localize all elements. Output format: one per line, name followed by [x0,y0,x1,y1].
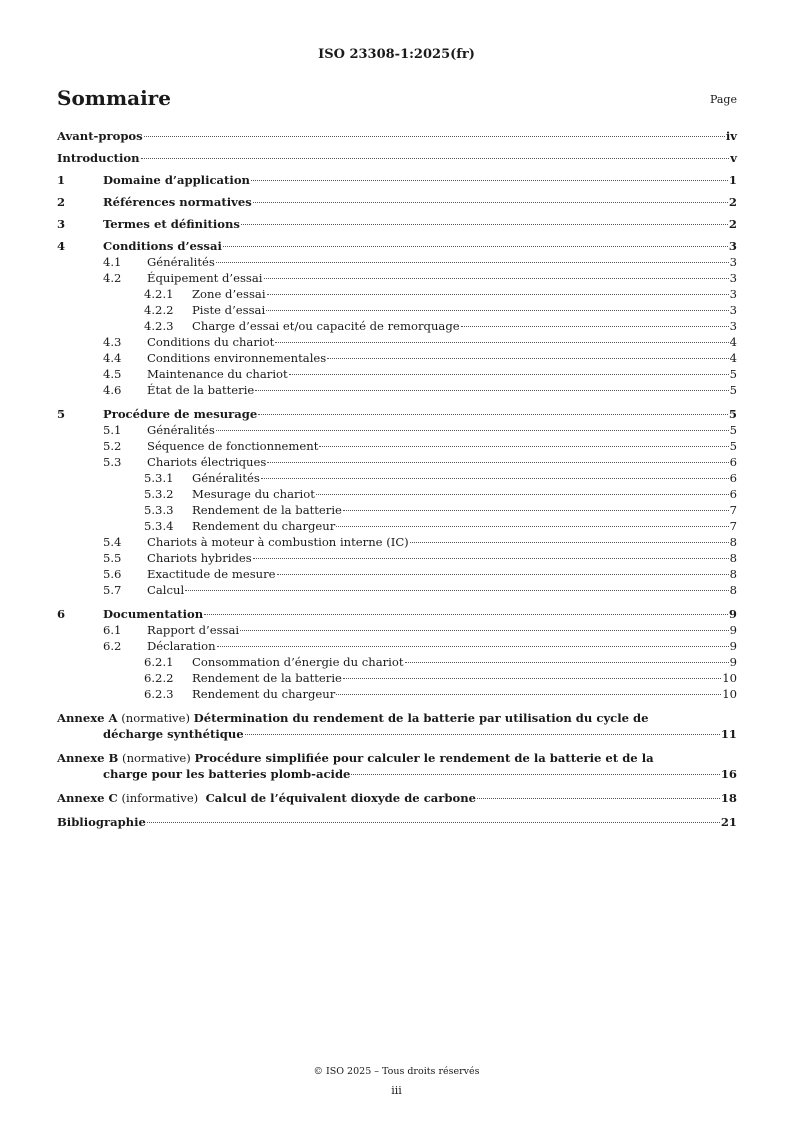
dot-leader [147,822,720,823]
toc-entry-number: 4.2.3 [144,319,174,333]
toc-entry-label: Références normatives [103,195,252,209]
toc-entry-label: Déclaration [147,639,216,653]
toc-entry[interactable] [57,550,737,566]
toc-entry[interactable] [57,670,737,686]
annex-line-1 [57,790,737,806]
toc-entry-page: 5 [729,383,737,397]
dot-leader [319,446,728,447]
toc-entry-number: 5.1 [103,423,122,437]
toc-entry-page: 8 [729,535,737,549]
toc-entry-page: 2 [728,195,737,209]
toc-entry-page: 8 [729,567,737,581]
dot-leader [266,310,728,311]
toc-entry-page: 2 [728,217,737,231]
toc-entry-number: 5.4 [103,535,122,549]
toc-entry[interactable] [57,366,737,382]
toc-entry-label: Calcul [147,583,185,597]
toc-entry-label: Conditions environnementales [147,351,327,365]
toc-entry[interactable] [57,382,737,398]
annex-line-1 [57,710,737,726]
annex-name: Annexe B [57,751,119,765]
toc-entry-label: Avant-propos [57,129,143,143]
dot-leader [267,462,728,463]
toc-entry-number: 5.6 [103,567,122,581]
toc-entry[interactable] [57,454,737,470]
toc-entry-number: 6 [57,607,66,621]
toc-entry-page: 5 [729,439,737,453]
toc-entry-page: 5 [729,423,737,437]
dot-leader [241,224,728,225]
dot-leader [261,478,729,479]
dot-leader [253,558,729,559]
toc-entry[interactable] [57,534,737,550]
toc-entry-label: Généralités [192,471,260,485]
toc-entry-page: 4 [729,351,737,365]
toc-entry-number: 6.2 [103,639,122,653]
annex-type: (normative) [122,751,191,765]
table-of-contents [57,128,737,830]
toc-entry-page: 1 [728,173,737,187]
toc-entry-label: Chariots électriques [147,455,267,469]
toc-entry-number: 4.1 [103,255,122,269]
dot-leader [351,774,719,775]
toc-entry-label: Chariots hybrides [147,551,252,565]
toc-entry-label: Généralités [147,255,215,269]
toc-entry-label: Maintenance du chariot [147,367,288,381]
copyright-footer: © ISO 2025 – Tous droits réservés [313,1066,480,1077]
dot-leader [245,734,720,735]
toc-entry-page: iv [725,129,737,143]
toc-entry-label: Séquence de fonctionnement [147,439,319,453]
toc-entry-label: Introduction [57,151,140,165]
dot-leader [336,526,728,527]
dot-leader [289,374,729,375]
toc-entry[interactable] [57,422,737,438]
toc-entry[interactable] [57,486,737,502]
annex-line-2 [57,726,737,742]
annex-type: (normative) [121,711,190,725]
toc-entry-label: Équipement d’essai [147,271,263,285]
toc-entry-number: 5.3.2 [144,487,174,501]
toc-entry-number: 4.2.1 [144,287,174,301]
toc-entry[interactable] [57,302,737,318]
dot-leader [258,414,728,415]
dot-leader [343,510,729,511]
dot-leader [461,326,729,327]
toc-entry-label: Mesurage du chariot [192,487,315,501]
toc-entry[interactable] [57,622,737,638]
dot-leader [144,136,725,137]
dot-leader [405,662,729,663]
dot-leader [253,202,728,203]
annex-title-line-2: charge pour les batteries plomb-acide [103,767,351,781]
annex-title-line-1: Détermination du rendement de la batterie par utilisation du cycle de [193,711,649,725]
toc-entry-number: 1 [57,173,66,187]
toc-entry-number: 5.2 [103,439,122,453]
dot-leader [204,614,728,615]
toc-entry-number: 5.5 [103,551,122,565]
toc-entry[interactable] [57,654,737,670]
toc-entry-page: 5 [729,367,737,381]
dot-leader [255,390,728,391]
dot-leader [217,646,729,647]
dot-leader [264,278,729,279]
toc-entry-page: 8 [729,583,737,597]
title-row [57,86,737,114]
toc-entry[interactable] [57,216,737,232]
toc-entry-label: Rendement du chargeur [192,687,336,701]
page-number: iii [391,1084,402,1097]
toc-entry-number: 6.2.2 [144,671,174,685]
annex-type: (informative) [121,791,199,805]
toc-entry-page: 9 [728,607,737,621]
dot-leader [141,158,730,159]
annex-name: Annexe C [57,791,118,805]
toc-entry-page: 6 [729,487,737,501]
toc-entry-label: Conditions du chariot [147,335,275,349]
toc-entry[interactable] [57,438,737,454]
toc-entry-number: 5.3.3 [144,503,174,517]
toc-entry[interactable] [57,606,737,622]
toc-entry[interactable] [57,406,737,422]
toc-entry-number: 4.5 [103,367,122,381]
toc-entry[interactable] [57,334,737,350]
toc-entry[interactable] [57,502,737,518]
toc-entry-number: 2 [57,195,66,209]
dot-leader [223,246,728,247]
toc-entry-number: 4.6 [103,383,122,397]
dot-leader [343,678,721,679]
dot-leader [277,574,729,575]
toc-annex-entry[interactable] [57,750,737,782]
toc-entry[interactable] [57,128,737,144]
toc-entry-label: Rendement de la batterie [192,503,342,517]
toc-entry[interactable] [57,318,737,334]
toc-entry-label: Termes et définitions [103,217,240,231]
annex-page: 18 [720,791,737,805]
toc-entry[interactable] [57,286,737,302]
toc-entry-page: 3 [729,255,737,269]
toc-entry-page: 3 [729,271,737,285]
toc-annex-entry[interactable] [57,710,737,742]
page-title: Sommaire [57,86,171,110]
dot-leader [336,694,721,695]
toc-entry-page: 9 [729,623,737,637]
toc-entry-page: 8 [729,551,737,565]
toc-entry-page: 9 [729,639,737,653]
toc-entry-label: Piste d’essai [192,303,266,317]
toc-entry-number: 5.7 [103,583,122,597]
toc-entry-page: 4 [729,335,737,349]
toc-entry[interactable] [57,518,737,534]
toc-entry-page: 3 [728,239,737,253]
toc-entry-number: 4.2 [103,271,122,285]
toc-entry-page: 3 [729,287,737,301]
dot-leader [410,542,729,543]
toc-entry-page: 6 [729,455,737,469]
toc-entry[interactable] [57,470,737,486]
dot-leader [275,342,728,343]
toc-entry-page: 3 [729,303,737,317]
toc-entry-label: Domaine d’application [103,173,250,187]
dot-leader [316,494,729,495]
annex-title-line-1: Calcul de l’équivalent dioxyde de carbone [205,791,477,805]
document-header: ISO 23308-1:2025(fr) [318,47,475,62]
toc-entry-label: Rapport d’essai [147,623,240,637]
dot-leader [216,430,729,431]
toc-entry-page: 3 [729,319,737,333]
toc-entry[interactable] [57,686,737,702]
toc-entry-label: Procédure de mesurage [103,407,258,421]
toc-entry-page: 5 [728,407,737,421]
toc-entry-number: 5 [57,407,66,421]
toc-entry-number: 4 [57,239,66,253]
toc-entry-page: v [730,151,737,165]
toc-entry-number: 5.3.4 [144,519,174,533]
toc-entry[interactable] [57,350,737,366]
annex-title-line-2: décharge synthétique [103,727,244,741]
annex-line-1 [57,750,737,766]
dot-leader [216,262,729,263]
toc-entry-label: Consommation d’énergie du chariot [192,655,404,669]
toc-entry-label: Généralités [147,423,215,437]
dot-leader [240,630,729,631]
page-column-label: Page [709,93,737,106]
toc-entry-page: 7 [729,503,737,517]
toc-entry[interactable] [57,254,737,270]
dot-leader [251,180,728,181]
toc-entry-label: Zone d’essai [192,287,266,301]
toc-entry[interactable] [57,150,737,166]
dot-leader [327,358,728,359]
toc-annex-entry[interactable] [57,790,737,806]
toc-entry[interactable] [57,566,737,582]
toc-entry-number: 6.2.3 [144,687,174,701]
annex-title-line-1: Procédure simplifiée pour calculer le rendement de la batterie et de la [194,751,654,765]
toc-entry-number: 4.4 [103,351,122,365]
toc-entry-label: Conditions d’essai [103,239,222,253]
toc-entry-number: 4.2.2 [144,303,174,317]
toc-entry-number: 3 [57,217,66,231]
toc-bibliography-entry[interactable] [57,814,737,830]
annex-page: 11 [720,727,737,741]
toc-entry-label: Chariots à moteur à combustion interne (IC) [147,535,409,549]
toc-entry[interactable] [57,238,737,254]
toc-entry-number: 5.3.1 [144,471,174,485]
toc-entry-page: 9 [729,655,737,669]
annex-page: 16 [720,767,737,781]
toc-entry-label: Documentation [103,607,204,621]
toc-entry[interactable] [57,172,737,188]
toc-entry-number: 5.3 [103,455,122,469]
toc-entry[interactable] [57,638,737,654]
dot-leader [477,798,720,799]
toc-entry[interactable] [57,270,737,286]
toc-entry-page: 10 [722,687,737,701]
annex-name: Annexe A [57,711,118,725]
toc-entry-page: 10 [722,671,737,685]
dot-leader [185,590,728,591]
bibliography-page: 21 [720,815,737,829]
toc-entry-page: 7 [729,519,737,533]
toc-entry[interactable] [57,582,737,598]
toc-entry-number: 6.2.1 [144,655,174,669]
toc-entry-label: État de la batterie [147,383,255,397]
toc-entry-label: Charge d’essai et/ou capacité de remorquage [192,319,460,333]
bibliography-label: Bibliographie [57,815,146,829]
toc-entry-number: 4.3 [103,335,122,349]
toc-entry[interactable] [57,194,737,210]
toc-entry-page: 6 [729,471,737,485]
annex-line-2 [57,766,737,782]
toc-entry-label: Exactitude de mesure [147,567,276,581]
toc-entry-label: Rendement de la batterie [192,671,342,685]
dot-leader [267,294,729,295]
toc-entry-number: 6.1 [103,623,122,637]
toc-entry-label: Rendement du chargeur [192,519,336,533]
